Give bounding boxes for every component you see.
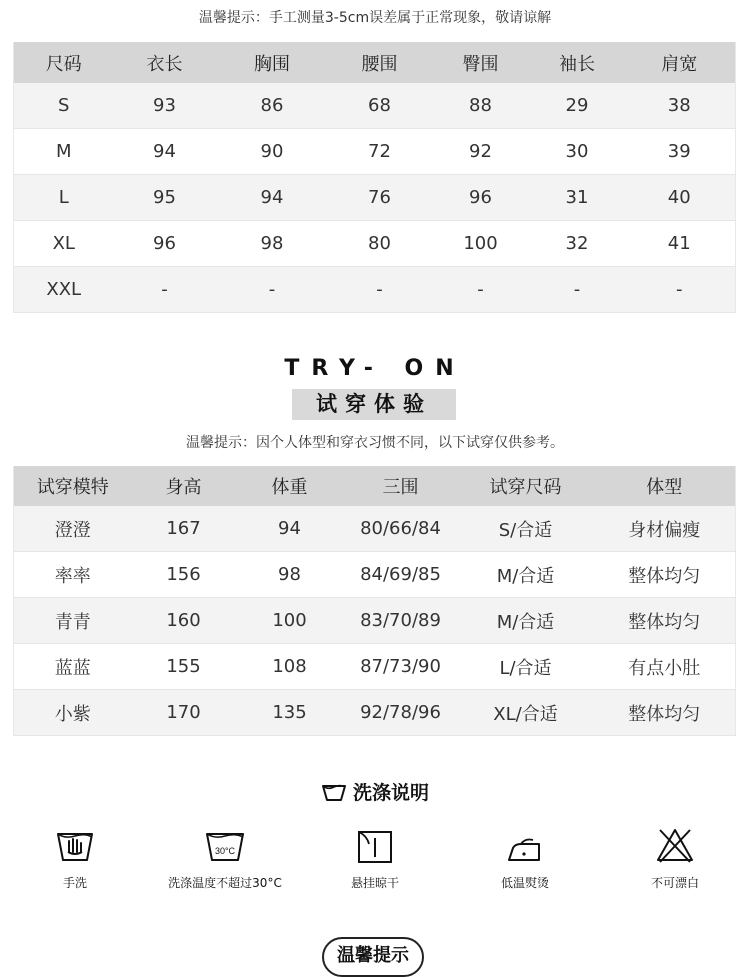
table-cell: 94 — [216, 175, 329, 221]
table-cell: 80/66/84 — [344, 506, 458, 552]
table-cell: 167 — [132, 506, 236, 552]
tryon-title-cn: 试穿体验 — [292, 389, 456, 420]
table-cell: 整体均匀 — [594, 552, 736, 598]
header-cell: 衣长 — [114, 42, 216, 83]
table-cell: 155 — [132, 644, 236, 690]
wash-temperature: 30°C — [214, 846, 236, 856]
wash-30c-icon — [204, 828, 246, 864]
header-cell: 胸围 — [216, 42, 329, 83]
table-cell: S/合适 — [458, 506, 594, 552]
table-cell: 88 — [431, 83, 531, 129]
table-cell: L/合适 — [458, 644, 594, 690]
wash-section-title — [0, 778, 750, 805]
table-cell: 84/69/85 — [344, 552, 458, 598]
table-cell: XL — [14, 221, 114, 267]
table-cell: 身材偏瘦 — [594, 506, 736, 552]
tryon-title-en: TRY- ON — [284, 356, 466, 381]
table-row — [14, 221, 736, 267]
table-cell: - — [531, 267, 624, 313]
table-row — [14, 598, 736, 644]
table-cell: 68 — [329, 83, 431, 129]
table-cell: 100 — [236, 598, 344, 644]
table-cell: 30 — [531, 129, 624, 175]
care-label: 不可漂白 — [650, 876, 699, 890]
table-cell: 96 — [114, 221, 216, 267]
table-cell: 31 — [531, 175, 624, 221]
table-cell: 小紫 — [14, 690, 132, 736]
table-row — [14, 552, 736, 598]
table-cell: 108 — [236, 644, 344, 690]
care-label: 手洗 — [62, 876, 87, 890]
header-cell: 尺码 — [14, 42, 114, 83]
care-item-low-iron — [450, 820, 600, 891]
care-item-wash-30 — [150, 820, 300, 891]
table-cell: M/合适 — [458, 598, 594, 644]
table-row — [14, 129, 736, 175]
table-cell: 41 — [624, 221, 736, 267]
table-cell: - — [431, 267, 531, 313]
table-cell: 澄澄 — [14, 506, 132, 552]
table-cell: 93 — [114, 83, 216, 129]
care-item-hang-dry — [300, 820, 450, 891]
table-row — [14, 506, 736, 552]
table-cell: 率率 — [14, 552, 132, 598]
tip-badge: 温馨提示 — [322, 937, 424, 977]
table-row — [14, 267, 736, 313]
table-row — [14, 175, 736, 221]
header-cell: 三围 — [344, 466, 458, 506]
header-cell: 臀围 — [431, 42, 531, 83]
header-cell: 试穿尺码 — [458, 466, 594, 506]
header-cell: 肩宽 — [624, 42, 736, 83]
table-cell: 有点小肚 — [594, 644, 736, 690]
table-cell: - — [624, 267, 736, 313]
wash-title-text: 洗涤说明 — [352, 782, 429, 804]
table-cell: 94 — [114, 129, 216, 175]
table-cell: 38 — [624, 83, 736, 129]
tryon-table — [13, 466, 736, 736]
no-bleach-icon — [655, 826, 695, 864]
table-cell: S — [14, 83, 114, 129]
table-cell: 32 — [531, 221, 624, 267]
care-item-no-bleach — [600, 820, 750, 891]
table-cell: 76 — [329, 175, 431, 221]
table-cell: 蓝蓝 — [14, 644, 132, 690]
table-cell: L — [14, 175, 114, 221]
table-cell: 98 — [216, 221, 329, 267]
table-cell: 90 — [216, 129, 329, 175]
table-cell: M — [14, 129, 114, 175]
tryon-table-header — [14, 466, 736, 506]
table-row — [14, 83, 736, 129]
care-item-hand-wash — [0, 820, 150, 891]
hang-dry-icon — [357, 830, 393, 864]
table-cell: 94 — [236, 506, 344, 552]
hand-wash-icon — [55, 828, 95, 864]
table-cell: 92/78/96 — [344, 690, 458, 736]
table-cell: XL/合适 — [458, 690, 594, 736]
table-cell: - — [114, 267, 216, 313]
measurement-note: 温馨提示：手工测量3-5cm误差属于正常现象，敬请谅解 — [198, 10, 552, 26]
table-cell: 170 — [132, 690, 236, 736]
header-cell: 身高 — [132, 466, 236, 506]
table-row — [14, 644, 736, 690]
table-cell: 86 — [216, 83, 329, 129]
table-cell: 160 — [132, 598, 236, 644]
table-cell: 135 — [236, 690, 344, 736]
table-row — [14, 690, 736, 736]
table-cell: - — [329, 267, 431, 313]
table-cell: 40 — [624, 175, 736, 221]
care-label: 洗涤温度不超过30°C — [168, 876, 282, 890]
care-label: 悬挂晾干 — [350, 876, 399, 890]
table-cell: 98 — [236, 552, 344, 598]
table-cell: 92 — [431, 129, 531, 175]
table-cell: 29 — [531, 83, 624, 129]
table-cell: 72 — [329, 129, 431, 175]
table-cell: 青青 — [14, 598, 132, 644]
table-cell: 95 — [114, 175, 216, 221]
size-table — [13, 42, 736, 313]
table-cell: 100 — [431, 221, 531, 267]
table-cell: 83/70/89 — [344, 598, 458, 644]
size-table-header — [14, 42, 736, 83]
table-cell: M/合适 — [458, 552, 594, 598]
washbasin-icon — [321, 782, 347, 802]
table-cell: XXL — [14, 267, 114, 313]
header-cell: 腰围 — [329, 42, 431, 83]
table-cell: - — [216, 267, 329, 313]
care-label: 低温熨烫 — [500, 876, 549, 890]
table-cell: 80 — [329, 221, 431, 267]
low-iron-icon — [505, 836, 545, 864]
table-cell: 87/73/90 — [344, 644, 458, 690]
table-cell: 整体均匀 — [594, 690, 736, 736]
header-cell: 体型 — [594, 466, 736, 506]
table-cell: 96 — [431, 175, 531, 221]
header-cell: 试穿模特 — [14, 466, 132, 506]
header-cell: 体重 — [236, 466, 344, 506]
table-cell: 39 — [624, 129, 736, 175]
header-cell: 袖长 — [531, 42, 624, 83]
table-cell: 156 — [132, 552, 236, 598]
tryon-note: 温馨提示：因个人体型和穿衣习惯不同，以下试穿仅供参考。 — [186, 435, 564, 451]
table-cell: 整体均匀 — [594, 598, 736, 644]
